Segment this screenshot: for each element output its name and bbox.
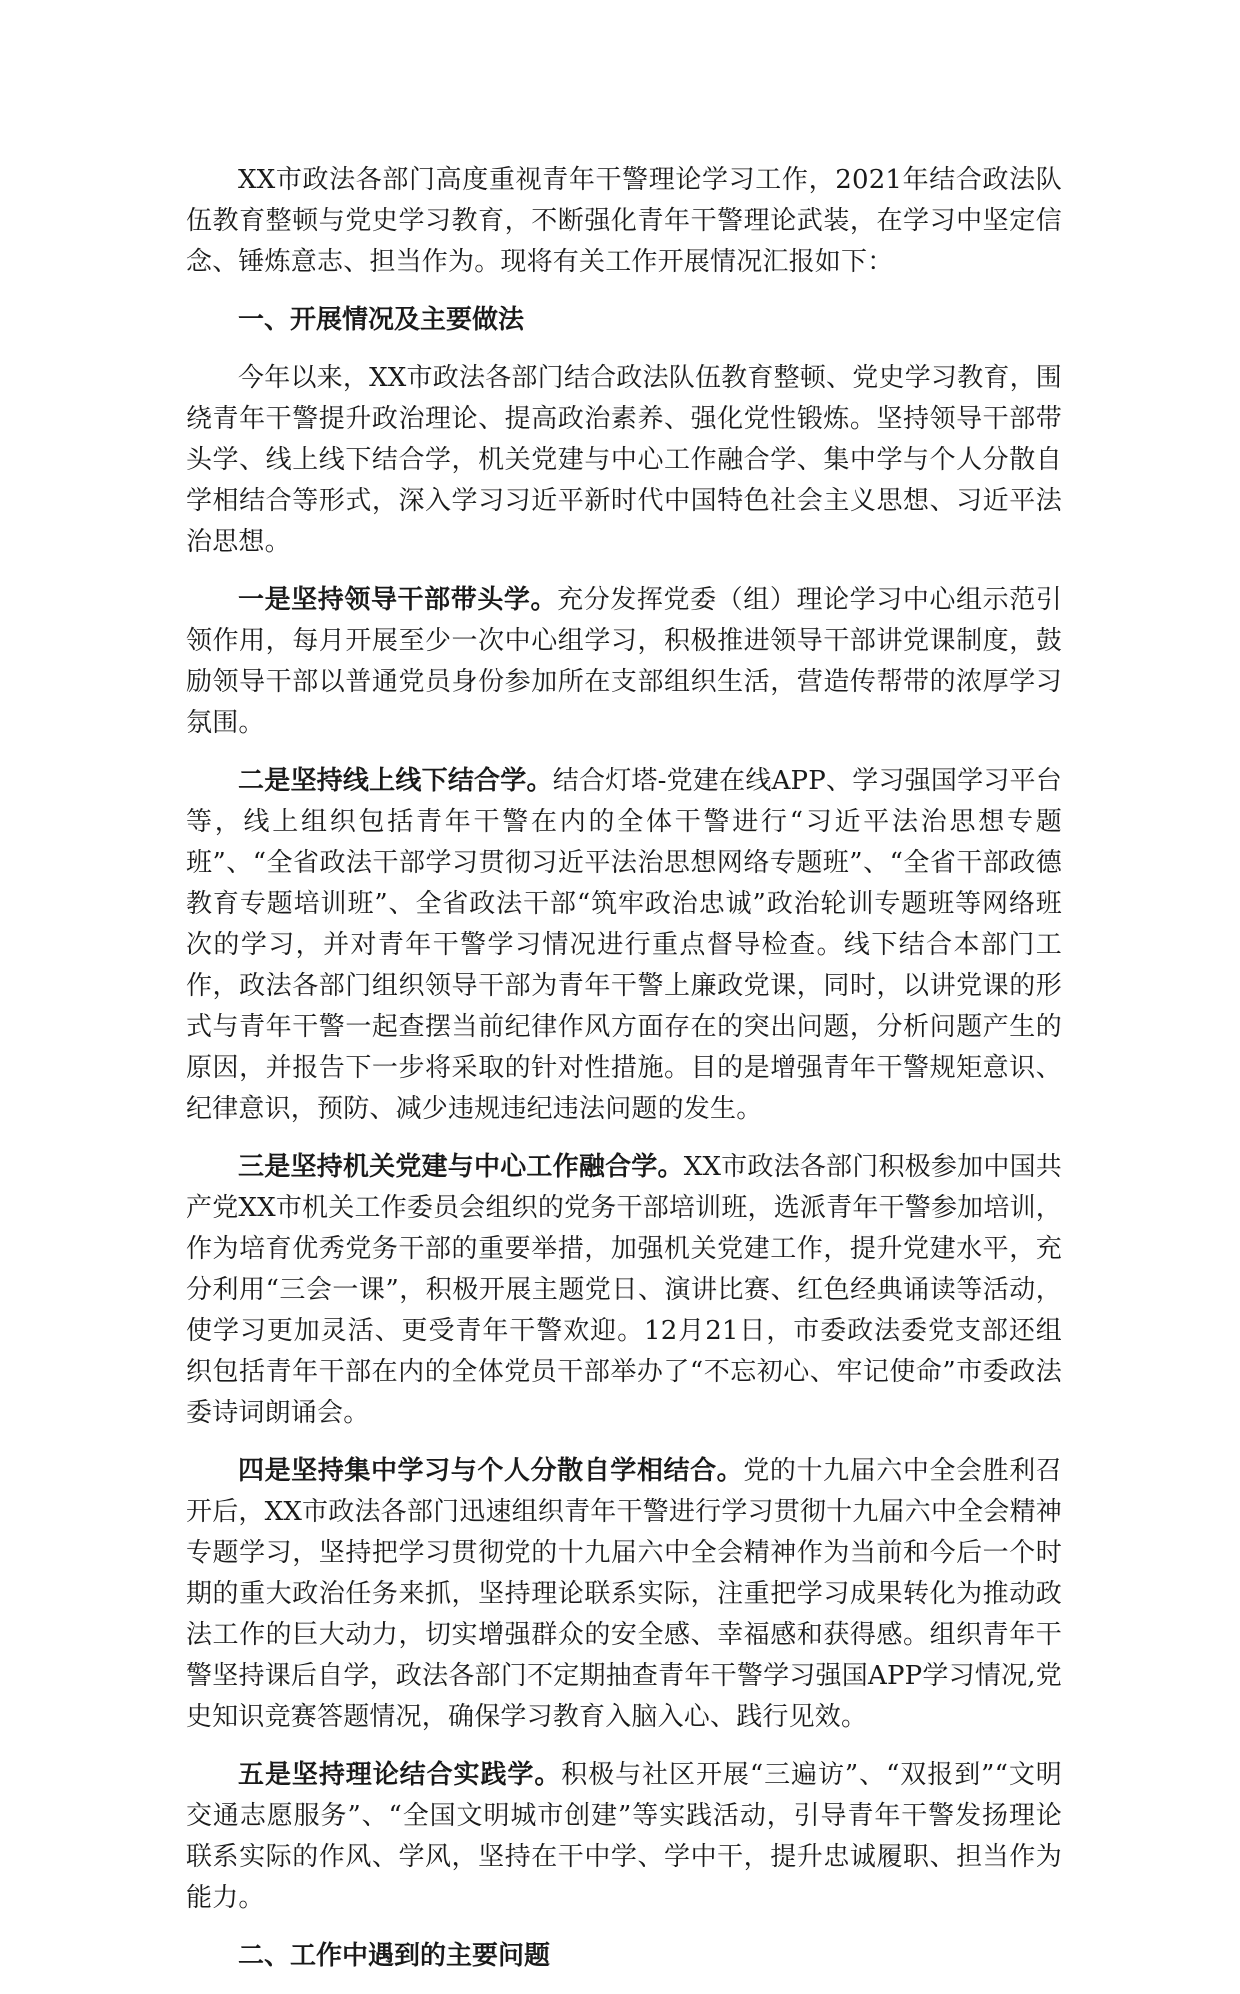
section1-summary-paragraph: 今年以来，XX市政法各部门结合政法队伍教育整顿、党史学习教育，围绕青年干警提升政治理论、提高政治素养、强化党性锻炼。坚持领导干部带头学、线上线下结合学，机关党建与中心工作融合学、集中学与个人分散自学相结合等形式，深入学习习近平新时代中国特色社会主义思想、习近平法治思想。 bbox=[186, 363, 1062, 557]
item-body-2: 结合灯塔-党建在线APP、学习强国学习平台等，线上组织包括青年干警在内的全体干警进行“习近平法治思想专题班”、“全省政法干部学习贯彻习近平法治思想网络专题班”、“全省干部政德教育专题培训班”、全省政法干部“筑牢政治忠诚”政治轮训专题班等网络班次的学习，并对青年干警学习情况进行重点督导检查。线下结合本部门工作，政法各部门组织领导干部为青年干警上廉政党课，同时，以讲党课的形式与青年干警一起查摆当前纪律作风方面存在的突出问题，分析问题产生的原因，并报告下一步将采取的针对性措施。目的是增强青年干警规矩意识、纪律意识，预防、减少违规违纪违法问题的发生。 bbox=[186, 766, 1062, 1124]
item-paragraph-5 bbox=[186, 1755, 1062, 1919]
item-paragraph-3 bbox=[186, 1147, 1062, 1434]
item-lead-4: 四是坚持集中学习与个人分散自学相结合。 bbox=[238, 1456, 744, 1486]
section2-heading: 二、工作中遇到的主要问题 bbox=[238, 1941, 551, 1971]
item-body-1: 充分发挥党委（组）理论学习中心组示范引领作用，每月开展至少一次中心组学习，积极推进领导干部讲党课制度，鼓励领导干部以普通党员身份参加所在支部组织生活，营造传帮带的浓厚学习氛围。 bbox=[186, 585, 1062, 738]
item-paragraph-2 bbox=[186, 761, 1062, 1130]
item-lead-1: 一是坚持领导干部带头学。 bbox=[238, 585, 558, 615]
item-body-5: 积极与社区开展“三遍访”、“双报到”“文明交通志愿服务”、“全国文明城市创建”等实践活动，引导青年干警发扬理论联系实际的作风、学风，坚持在干中学、学中干，提升忠诚履职、担当作为能力。 bbox=[186, 1760, 1062, 1913]
item-lead-3: 三是坚持机关党建与中心工作融合学。 bbox=[238, 1152, 684, 1182]
item-paragraph-4 bbox=[186, 1451, 1062, 1738]
section1-heading: 一、开展情况及主要做法 bbox=[238, 305, 525, 335]
document-page bbox=[186, 160, 1062, 1994]
item-lead-5: 五是坚持理论结合实践学。 bbox=[238, 1760, 562, 1790]
intro-paragraph: XX市政法各部门高度重视青年干警理论学习工作，2021年结合政法队伍教育整顿与党史学习教育，不断强化青年干警理论武装，在学习中坚定信念、锤炼意志、担当作为。现将有关工作开展情况汇报如下： bbox=[186, 165, 1062, 277]
item-lead-2: 二是坚持线上线下结合学。 bbox=[238, 766, 553, 796]
item-body-4: 党的十九届六中全会胜利召开后，XX市政法各部门迅速组织青年干警进行学习贯彻十九届六中全会精神专题学习，坚持把学习贯彻党的十九届六中全会精神作为当前和今后一个时期的重大政治任务来抓，坚持理论联系实际，注重把学习成果转化为推动政法工作的巨大动力，切实增强群众的安全感、幸福感和获得感。组织青年干警坚持课后自学，政法各部门不定期抽查青年干警学习强国APP学习情况,党史知识竞赛答题情况，确保学习教育入脑入心、践行见效。 bbox=[186, 1456, 1062, 1732]
item-body-3: XX市政法各部门积极参加中国共产党XX市机关工作委员会组织的党务干部培训班，选派青年干警参加培训，作为培育优秀党务干部的重要举措，加强机关党建工作，提升党建水平，充分利用“三会一课”，积极开展主题党日、演讲比赛、红色经典诵读等活动，使学习更加灵活、更受青年干警欢迎。12月21日，市委政法委党支部还组织包括青年干部在内的全体党员干部举办了“不忘初心、牢记使命”市委政法委诗词朗诵会。 bbox=[186, 1152, 1062, 1428]
item-paragraph-1 bbox=[186, 580, 1062, 744]
